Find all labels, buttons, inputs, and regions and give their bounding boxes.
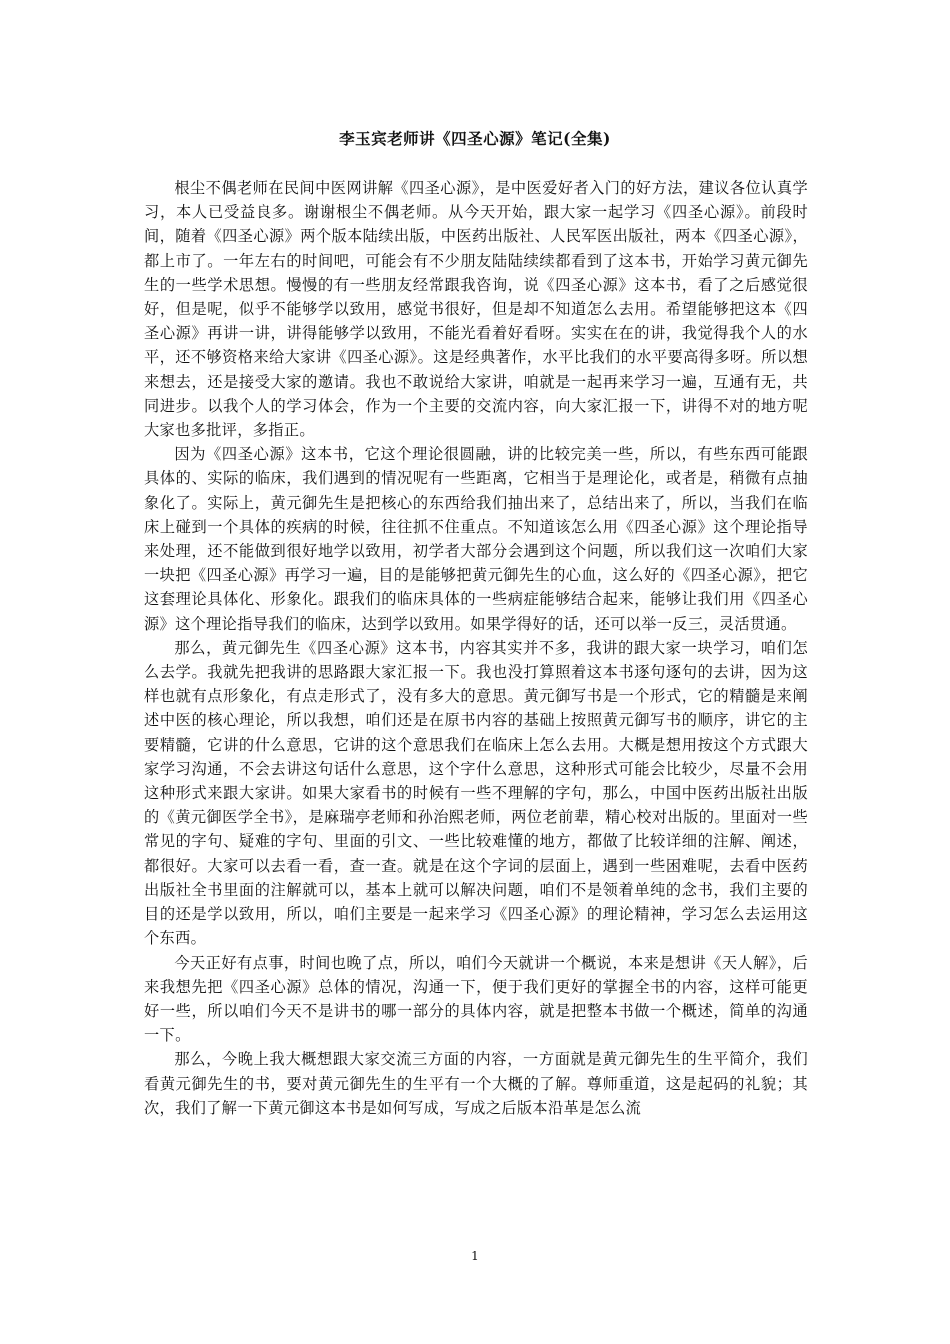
document-body bbox=[144, 176, 808, 1120]
document-title: 李玉宾老师讲《四圣心源》笔记(全集) bbox=[339, 129, 611, 148]
paragraph: 今天正好有点事，时间也晚了点，所以，咱们今天就讲一个概说，本来是想讲《天人解》，后来我想先把《四圣心源》总体的情况，沟通一下，便于我们更好的掌握全书的内容，这样可能更好一些，所以咱们今天不是讲书的哪一部分的具体内容，就是把整本书做一个概述，简单的沟通一下。 bbox=[144, 953, 808, 1045]
paragraph: 因为《四圣心源》这本书，它这个理论很圆融，讲的比较完美一些，所以，有些东西可能跟具体的、实际的临床，我们遇到的情况呢有一些距离，它相当于是理论化，或者是，稍微有点抽象化了。实际上，黄元御先生是把核心的东西给我们抽出来了，总结出来了，所以，当我们在临床上碰到一个具体的疾病的时候，往往抓不住重点。不知道该怎么用《四圣心源》这个理论指导来处理，还不能做到很好地学以致用，初学者大部分会遇到这个问题，所以我们这一次咱们大家一块把《四圣心源》再学习一遍，目的是能够把黄元御先生的心血，这么好的《四圣心源》，把它这套理论具体化、形象化。跟我们的临床具体的一些病症能够结合起来，能够让我们用《四圣心源》这个理论指导我们的临床，达到学以致用。如果学得好的话，还可以举一反三，灵活贯通。 bbox=[144, 445, 808, 633]
paragraph: 那么，黄元御先生《四圣心源》这本书，内容其实并不多，我讲的跟大家一块学习，咱们怎么去学。我就先把我讲的思路跟大家汇报一下。我也没打算照着这本书逐句逐句的去讲，因为这样也就有点形象化，有点走形式了，没有多大的意思。黄元御写书是一个形式，它的精髓是来阐述中医的核心理论，所以我想，咱们还是在原书内容的基础上按照黄元御写书的顺序，讲它的主要精髓，它讲的什么意思，它讲的这个意思我们在临床上怎么去用。大概是想用按这个方式跟大家学习沟通，不会去讲这句话什么意思，这个字什么意思，这种形式可能会比较少，尽量不会用这种形式来跟大家讲。如果大家看书的时候有一些不理解的字句，那么，中国中医药出版社出版的《黄元御医学全书》，是麻瑞亭老师和孙治熙老师，两位老前辈，精心校对出版的。里面对一些常见的字句、疑难的字句、里面的引文、一些比较难懂的地方，都做了比较详细的注解、阐述，都很好。大家可以去看一看，查一查。就是在这个字词的层面上，遇到一些困难呢，去看中医药出版社全书里面的注解就可以，基本上就可以解决问题，咱们不是领着单纯的念书，我们主要的目的还是学以致用，所以，咱们主要是一起来学习《四圣心源》的理论精神，学习怎么去运用这个东西。 bbox=[144, 638, 808, 948]
paragraph: 那么，今晚上我大概想跟大家交流三方面的内容，一方面就是黄元御先生的生平简介，我们看黄元御先生的书，要对黄元御先生的生平有一个大概的了解。尊师重道，这是起码的礼貌；其次，我们了解一下黄元御这本书是如何写成，写成之后版本沿革是怎么流 bbox=[144, 1050, 808, 1117]
page-number: 1 bbox=[471, 1249, 479, 1263]
paragraph: 根尘不偶老师在民间中医网讲解《四圣心源》，是中医爱好者入门的好方法，建议各位认真学习，本人已受益良多。谢谢根尘不偶老师。从今天开始，跟大家一起学习《四圣心源》。前段时间，随着《四圣心源》两个版本陆续出版，中医药出版社、人民军医出版社，两本《四圣心源》，都上市了。一年左右的时间吧，可能会有不少朋友陆陆续续都看到了这本书，开始学习黄元御先生的一些学术思想。慢慢的有一些朋友经常跟我咨询，说《四圣心源》这本书，看了之后感觉很好，但是呢，似乎不能够学以致用，感觉书很好，但是却不知道怎么去用。希望能够把这本《四圣心源》再讲一讲，讲得能够学以致用，不能光看着好看呀。实实在在的讲，我觉得我个人的水平，还不够资格来给大家讲《四圣心源》。这是经典著作，水平比我们的水平要高得多呀。所以想来想去，还是接受大家的邀请。我也不敢说给大家讲，咱就是一起再来学习一遍，互通有无，共同进步。以我个人的学习体会，作为一个主要的交流内容，向大家汇报一下，讲得不对的地方呢大家也多批评，多指正。 bbox=[144, 179, 808, 440]
